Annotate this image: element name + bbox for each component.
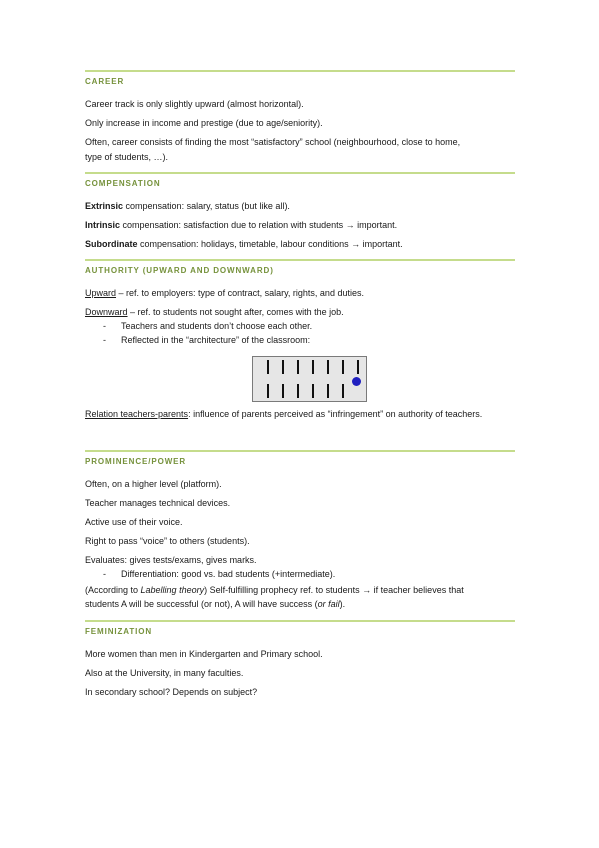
downward-line <box>85 307 515 318</box>
career-line-1: Career track is only slightly upward (almost horizontal). <box>85 99 304 109</box>
labelling-line2-post: ). <box>339 599 346 609</box>
feminization-line-3: In secondary school? Depends on subject? <box>85 687 258 697</box>
downward-term: Downward <box>85 307 128 317</box>
student-desk <box>327 384 329 398</box>
student-desk <box>297 360 299 374</box>
student-desk <box>312 360 314 374</box>
prominence-line-1: Often, on a higher level (platform). <box>85 479 222 489</box>
student-desk <box>312 384 314 398</box>
section-heading-prominence: PROMINENCE/POWER <box>85 457 187 466</box>
student-desk <box>282 384 284 398</box>
list-item <box>85 335 515 346</box>
section-divider <box>85 172 515 174</box>
labelling-mid: ) Self-fulfilling prophecy ref. to students → if teacher believes that <box>204 585 464 595</box>
relation-body: : influence of parents perceived as “infringement” on authority of teachers. <box>188 409 483 419</box>
prominence-line-4: Right to pass “voice” to others (students). <box>85 536 250 546</box>
intrinsic-term: Intrinsic <box>85 220 121 230</box>
student-desk <box>267 360 269 374</box>
list-dash: - <box>103 335 106 345</box>
downward-text: – ref. to students not sought after, comes with the job. <box>127 307 344 317</box>
list-item-text: Teachers and students don’t choose each other. <box>121 321 313 331</box>
section-heading-career: CAREER <box>85 77 125 86</box>
section-heading-authority: AUTHORITY (UPWARD AND DOWNWARD) <box>85 266 274 275</box>
feminization-line-2: Also at the University, in many faculties. <box>85 668 244 678</box>
relation-text <box>85 409 515 420</box>
intrinsic-line <box>85 220 515 231</box>
labelling-line-2 <box>85 599 515 610</box>
intrinsic-text: compensation: satisfaction due to relation with students → important. <box>120 220 398 230</box>
section-divider <box>85 70 515 72</box>
career-line-3: Often, career consists of finding the most “satisfactory” school (neighbourhood, close to home, <box>85 137 461 147</box>
prominence-line-5: Evaluates: gives tests/exams, gives marks. <box>85 555 257 565</box>
relation-paragraph <box>85 409 515 420</box>
list-item <box>85 569 515 580</box>
student-desk <box>282 360 284 374</box>
feminization-line-1: More women than men in Kindergarten and Primary school. <box>85 649 323 659</box>
section-heading-compensation: COMPENSATION <box>85 179 161 188</box>
list-item <box>85 321 515 332</box>
subordinate-line <box>85 239 515 250</box>
upward-term: Upward <box>85 288 117 298</box>
prominence-line-3: Active use of their voice. <box>85 517 183 527</box>
relation-term: Relation teachers-parents <box>85 409 189 419</box>
section-career <box>85 70 515 163</box>
subordinate-text: compensation: holidays, timetable, labour conditions → important. <box>137 239 403 249</box>
subordinate-term: Subordinate <box>85 239 138 249</box>
labelling-term: Labelling theory <box>140 585 205 595</box>
section-divider <box>85 259 515 261</box>
upward-text: – ref. to employers: type of contract, salary, rights, and duties. <box>116 288 364 298</box>
section-compensation <box>85 172 515 250</box>
career-line-2: Only increase in income and prestige (due to age/seniority). <box>85 118 323 128</box>
labelling-line2-pre: students A will be successful (or not), A will have success ( <box>85 599 318 609</box>
extrinsic-term: Extrinsic <box>85 201 124 211</box>
section-feminization <box>85 620 515 698</box>
student-desk <box>267 384 269 398</box>
student-desk <box>297 384 299 398</box>
section-divider <box>85 450 515 452</box>
career-line-4: type of students, …). <box>85 152 169 162</box>
section-authority <box>85 259 515 346</box>
labelling-fail: or fail <box>317 599 340 609</box>
section-divider <box>85 620 515 622</box>
student-desk <box>342 384 344 398</box>
teacher-dot <box>352 377 361 386</box>
classroom-diagram <box>252 356 367 402</box>
labelling-line-1 <box>85 585 515 596</box>
prominence-line-2: Teacher manages technical devices. <box>85 498 231 508</box>
student-desk <box>357 360 359 374</box>
upward-line <box>85 288 515 299</box>
extrinsic-text: compensation: salary, status (but like all). <box>123 201 290 211</box>
student-desk <box>327 360 329 374</box>
labelling-pre: (According to <box>85 585 141 595</box>
list-item-text: Differentiation: good vs. bad students (+intermediate). <box>121 569 336 579</box>
list-dash: - <box>103 321 106 331</box>
list-dash: - <box>103 569 106 579</box>
list-item-text: Reflected in the “architecture” of the classroom: <box>121 335 311 345</box>
section-prominence <box>85 450 515 610</box>
extrinsic-line <box>85 201 515 212</box>
section-heading-feminization: FEMINIZATION <box>85 627 153 636</box>
student-desk <box>342 360 344 374</box>
